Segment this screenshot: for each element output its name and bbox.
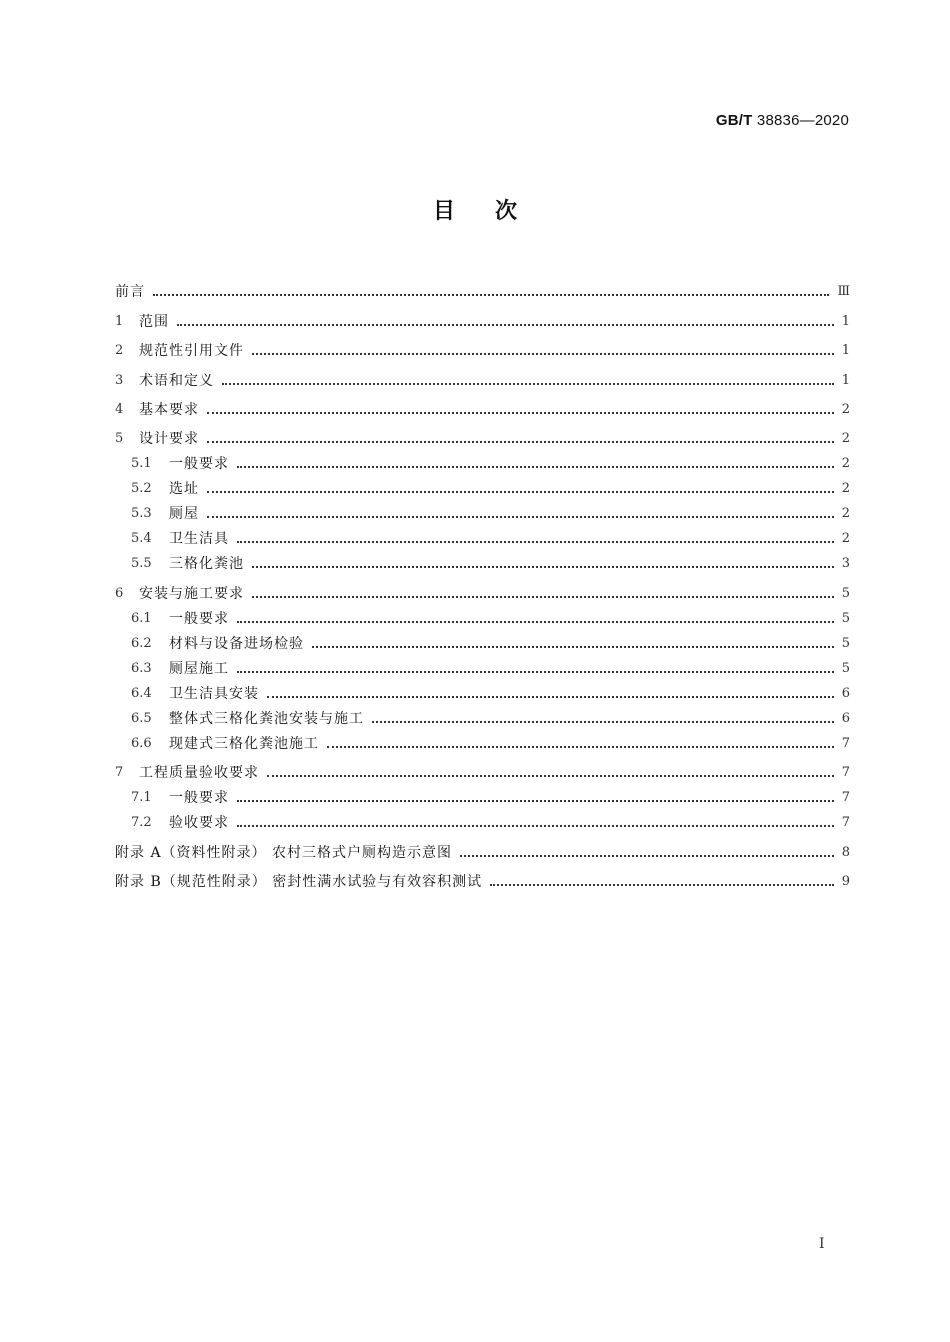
toc-entry-page: 2 [841, 506, 850, 522]
toc-entry-number: 6.5 [131, 710, 152, 726]
toc-entry-page: 2 [841, 401, 850, 417]
page-number: I [819, 1236, 825, 1252]
toc-entry-number: 7.1 [131, 790, 152, 806]
toc-entry-number: 6.4 [131, 685, 152, 701]
page-title: 目次 [432, 199, 557, 224]
toc-entry[interactable] [115, 832, 850, 861]
toc-entry-number: 6.3 [131, 660, 152, 676]
toc-entry-page: 5 [841, 585, 850, 601]
toc-entry-number: 2 [115, 343, 124, 359]
toc-dot-leader [207, 441, 834, 443]
toc-entry-label: 一般要求 [169, 610, 229, 627]
toc-dot-leader [237, 671, 834, 673]
toc-entry[interactable] [115, 753, 850, 782]
toc-entry-page: 2 [841, 456, 850, 472]
toc-entry[interactable] [115, 703, 850, 728]
toc-entry-page: 1 [841, 343, 850, 359]
toc-entry-page: 6 [841, 685, 850, 701]
toc-entry[interactable] [115, 548, 850, 573]
toc-dot-leader [252, 596, 834, 598]
toc-entry-label: 安装与施工要求 [139, 585, 244, 602]
toc-dot-leader [237, 800, 834, 802]
toc-entry-label: 术语和定义 [139, 372, 214, 389]
toc-entry[interactable] [115, 862, 850, 891]
toc-entry-label: 一般要求 [169, 456, 229, 473]
toc-entry-label: 选址 [169, 481, 199, 498]
toc-entry-label: 卫生洁具 [169, 531, 229, 548]
toc-dot-leader [207, 516, 834, 518]
toc-entry-label: 范围 [139, 313, 169, 330]
toc-entry-number: 5.5 [131, 556, 152, 572]
toc-entry[interactable] [115, 603, 850, 628]
toc-entry[interactable] [115, 678, 850, 703]
toc-dot-leader [177, 324, 834, 326]
toc-entry[interactable] [115, 653, 850, 678]
toc-entry-number: 7 [115, 765, 124, 781]
toc-entry-number: 6 [115, 585, 124, 601]
toc-dot-leader [237, 541, 834, 543]
toc-entry-number: 4 [115, 401, 124, 417]
toc-entry-number: 1 [115, 313, 124, 329]
toc-entry-page: 5 [841, 660, 850, 676]
toc-dot-leader [252, 566, 834, 568]
toc-entry-label: 验收要求 [169, 815, 229, 832]
toc-entry-label: 材料与设备进场检验 [169, 635, 304, 652]
toc-entry-number: 6.6 [131, 735, 152, 751]
standard-prefix: GB/T [715, 112, 753, 129]
toc-entry-page: 5 [841, 610, 850, 626]
toc-entry-page: 8 [841, 844, 850, 860]
toc-entry-number: 5.2 [131, 481, 152, 497]
toc-entry[interactable] [115, 360, 850, 389]
standard-code [716, 112, 849, 129]
toc-entry-page: 9 [841, 873, 850, 889]
toc-entry[interactable] [115, 498, 850, 523]
toc-entry-number: 5.1 [131, 456, 152, 472]
toc-dot-leader [237, 466, 834, 468]
toc-entry-page: 1 [841, 372, 850, 388]
toc-entry[interactable] [115, 448, 850, 473]
toc-entry-label: 工程质量验收要求 [139, 765, 259, 782]
toc-entry[interactable] [115, 807, 850, 832]
toc-entry-page: Ⅲ [837, 284, 850, 300]
toc-entry-label: 附录 A（资料性附录） 农村三格式户厕构造示意图 [115, 844, 453, 861]
toc-entry[interactable] [115, 331, 850, 360]
toc-entry-label: 厕屋 [169, 506, 199, 523]
toc-entry-number: 5 [115, 431, 124, 447]
toc-entry-label: 基本要求 [139, 401, 199, 418]
toc-entry-number: 6.2 [131, 635, 152, 651]
toc-dot-leader [327, 746, 834, 748]
toc-dot-leader [267, 775, 834, 777]
toc-entry-page: 2 [841, 431, 850, 447]
standard-number: 38836—2020 [756, 112, 849, 129]
toc-entry-page: 2 [841, 531, 850, 547]
toc-entry[interactable] [115, 272, 850, 301]
toc-dot-leader [490, 884, 834, 886]
toc-dot-leader [153, 294, 829, 296]
toc-dot-leader [312, 646, 834, 648]
toc-entry-number: 3 [115, 372, 124, 388]
toc-entry-label: 前言 [115, 284, 145, 301]
toc-dot-leader [207, 412, 834, 414]
toc-entry-number: 6.1 [131, 610, 152, 626]
toc-entry-page: 1 [841, 313, 850, 329]
toc-dot-leader [207, 491, 834, 493]
toc-entry-page: 3 [841, 556, 850, 572]
toc-entry-label: 三格化粪池 [169, 556, 244, 573]
toc-entry[interactable] [115, 573, 850, 602]
toc-dot-leader [237, 825, 834, 827]
toc-dot-leader [267, 696, 834, 698]
toc-entry-label: 厕屋施工 [169, 660, 229, 677]
toc-entry[interactable] [115, 523, 850, 548]
toc-entry-page: 7 [841, 790, 850, 806]
toc-entry[interactable] [115, 628, 850, 653]
toc-dot-leader [222, 383, 834, 385]
toc-dot-leader [252, 353, 834, 355]
toc-entry-label: 整体式三格化粪池安装与施工 [169, 710, 364, 727]
toc-entry-label: 附录 B（规范性附录） 密封性满水试验与有效容积测试 [115, 873, 483, 890]
toc-entry-label: 设计要求 [139, 431, 199, 448]
toc-entry[interactable] [115, 728, 850, 753]
toc-entry-label: 一般要求 [169, 790, 229, 807]
toc-dot-leader [460, 855, 834, 857]
toc-entry[interactable] [115, 473, 850, 498]
toc-entry-label: 规范性引用文件 [139, 343, 244, 360]
toc-entry-label: 卫生洁具安装 [169, 685, 259, 702]
toc-entry-number: 5.3 [131, 506, 152, 522]
table-of-contents [115, 272, 850, 891]
toc-entry[interactable] [115, 782, 850, 807]
toc-entry[interactable] [115, 390, 850, 419]
toc-entry-page: 7 [841, 765, 850, 781]
toc-entry-page: 7 [841, 815, 850, 831]
toc-entry[interactable] [115, 419, 850, 448]
toc-dot-leader [237, 621, 834, 623]
toc-entry-number: 7.2 [131, 815, 152, 831]
toc-entry-page: 6 [841, 710, 850, 726]
toc-entry-label: 现建式三格化粪池施工 [169, 735, 319, 752]
toc-entry-page: 7 [841, 735, 850, 751]
toc-entry-number: 5.4 [131, 531, 152, 547]
toc-entry-page: 5 [841, 635, 850, 651]
toc-dot-leader [372, 721, 834, 723]
toc-entry[interactable] [115, 301, 850, 330]
toc-entry-page: 2 [841, 481, 850, 497]
